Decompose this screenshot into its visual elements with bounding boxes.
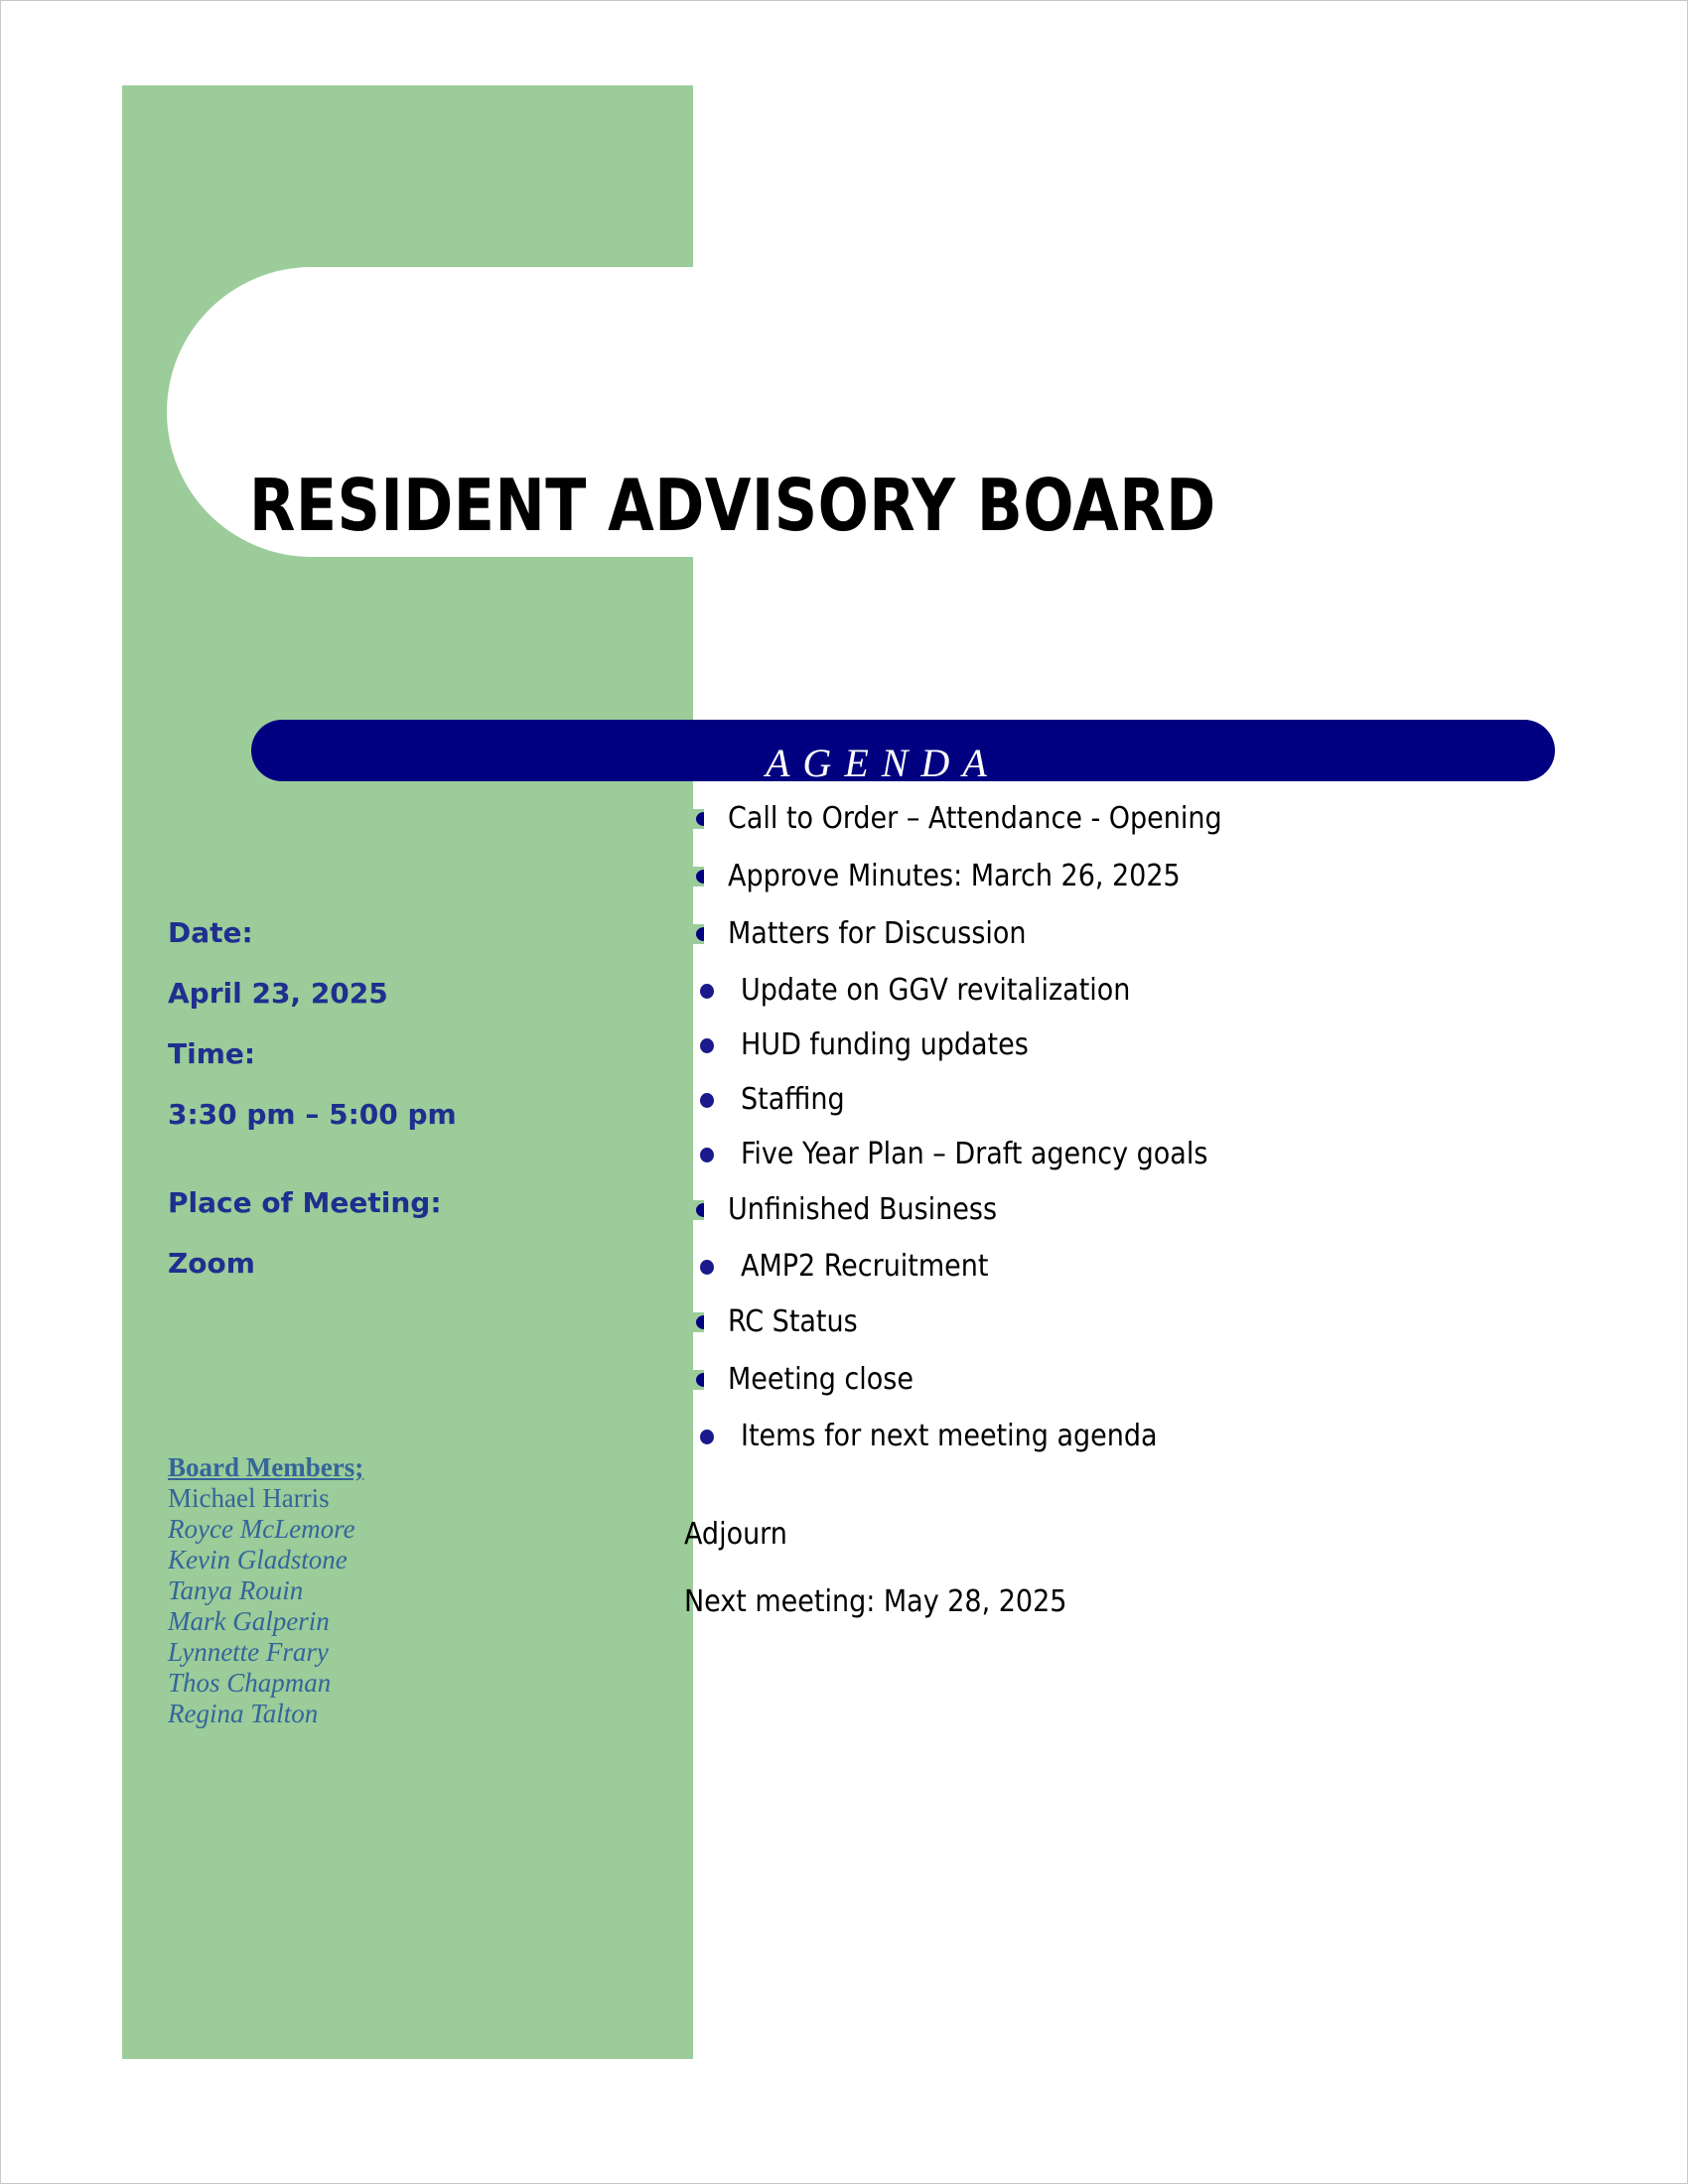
dot-bullet-icon [700,1038,714,1053]
square-halfdisc-bullet-icon [684,1312,704,1332]
agenda-item-label: HUD funding updates [741,1027,1029,1062]
bullet-wrap [684,970,741,1012]
bullet-wrap [684,912,728,955]
bullet-wrap [684,1188,728,1231]
dot-bullet-icon [700,1148,714,1162]
agenda-item-label: Unfinished Business [728,1192,998,1227]
agenda-banner [251,720,1555,781]
bullet-wrap [684,1024,741,1066]
bullet-wrap [684,1300,728,1343]
agenda-content [684,797,1578,1623]
agenda-item [684,1024,1578,1066]
bullet-wrap [684,1246,741,1288]
board-members-list [168,1452,605,1729]
adjourn-line: Adjourn [684,1517,787,1552]
place-value: Zoom [168,1247,255,1280]
agenda-item [684,912,1578,955]
agenda-item [684,1358,1578,1401]
meeting-details [168,916,634,1307]
dot-bullet-icon [700,1093,714,1108]
agenda-item [684,1079,1578,1121]
agenda-item-label: Staffing [741,1082,845,1117]
agenda-list [684,797,1578,1457]
agenda-item-label: Call to Order – Attendance - Opening [728,801,1222,836]
board-members-names [168,1483,605,1729]
board-member-name: Thos Chapman [168,1668,332,1698]
agenda-item-label: Five Year Plan – Draft agency goals [741,1137,1208,1171]
page-title: RESIDENT ADVISORY BOARD [249,464,1216,547]
board-member-name: Kevin Gladstone [168,1545,348,1574]
date-label: Date: [168,916,253,949]
board-member-name: Mark Galperin [168,1606,330,1636]
square-halfdisc-bullet-icon [684,1200,704,1220]
details-spacer [168,1159,634,1186]
agenda-item [684,1188,1578,1231]
agenda-item-label: RC Status [728,1304,858,1339]
agenda-item [684,1246,1578,1288]
board-member-name: Michael Harris [168,1483,330,1513]
agenda-item [684,1134,1578,1175]
agenda-item-label: Approve Minutes: March 26, 2025 [728,859,1181,893]
bullet-wrap [684,1358,728,1401]
dot-bullet-icon [700,1430,714,1444]
agenda-item-label: Matters for Discussion [728,916,1027,951]
agenda-item-label: Meeting close [728,1362,914,1397]
bullet-wrap [684,1079,741,1121]
next-meeting-line: Next meeting: May 28, 2025 [684,1584,1067,1619]
agenda-item-label: AMP2 Recruitment [741,1249,989,1284]
agenda-item [684,1416,1578,1457]
agenda-gap-2 [684,1556,1578,1581]
agenda-item [684,970,1578,1012]
agenda-item [684,855,1578,897]
agenda-gap [684,1470,1578,1514]
square-halfdisc-bullet-icon [684,867,704,887]
agenda-item [684,1300,1578,1343]
bullet-wrap [684,855,728,897]
agenda-item-label: Items for next meeting agenda [741,1419,1158,1453]
board-member-name: Royce McLemore [168,1514,355,1544]
agenda-item-label: Update on GGV revitalization [741,973,1131,1008]
time-value: 3:30 pm – 5:00 pm [168,1098,457,1131]
board-member-name: Lynnette Frary [168,1637,329,1667]
agenda-banner-label: AGENDA [766,741,1000,781]
dot-bullet-icon [700,1260,714,1275]
dot-bullet-icon [700,984,714,999]
board-member-name: Tanya Rouin [168,1575,304,1605]
date-value: April 23, 2025 [168,977,388,1010]
bullet-wrap [684,1134,741,1175]
agenda-item [684,797,1578,840]
time-label: Time: [168,1037,256,1070]
square-halfdisc-bullet-icon [684,1370,704,1390]
bullet-wrap [684,797,728,840]
bullet-wrap [684,1416,741,1457]
place-label: Place of Meeting: [168,1186,442,1219]
board-member-name: Regina Talton [168,1699,319,1728]
square-halfdisc-bullet-icon [684,809,704,829]
square-halfdisc-bullet-icon [684,924,704,944]
board-members-heading: Board Members; [168,1452,364,1482]
